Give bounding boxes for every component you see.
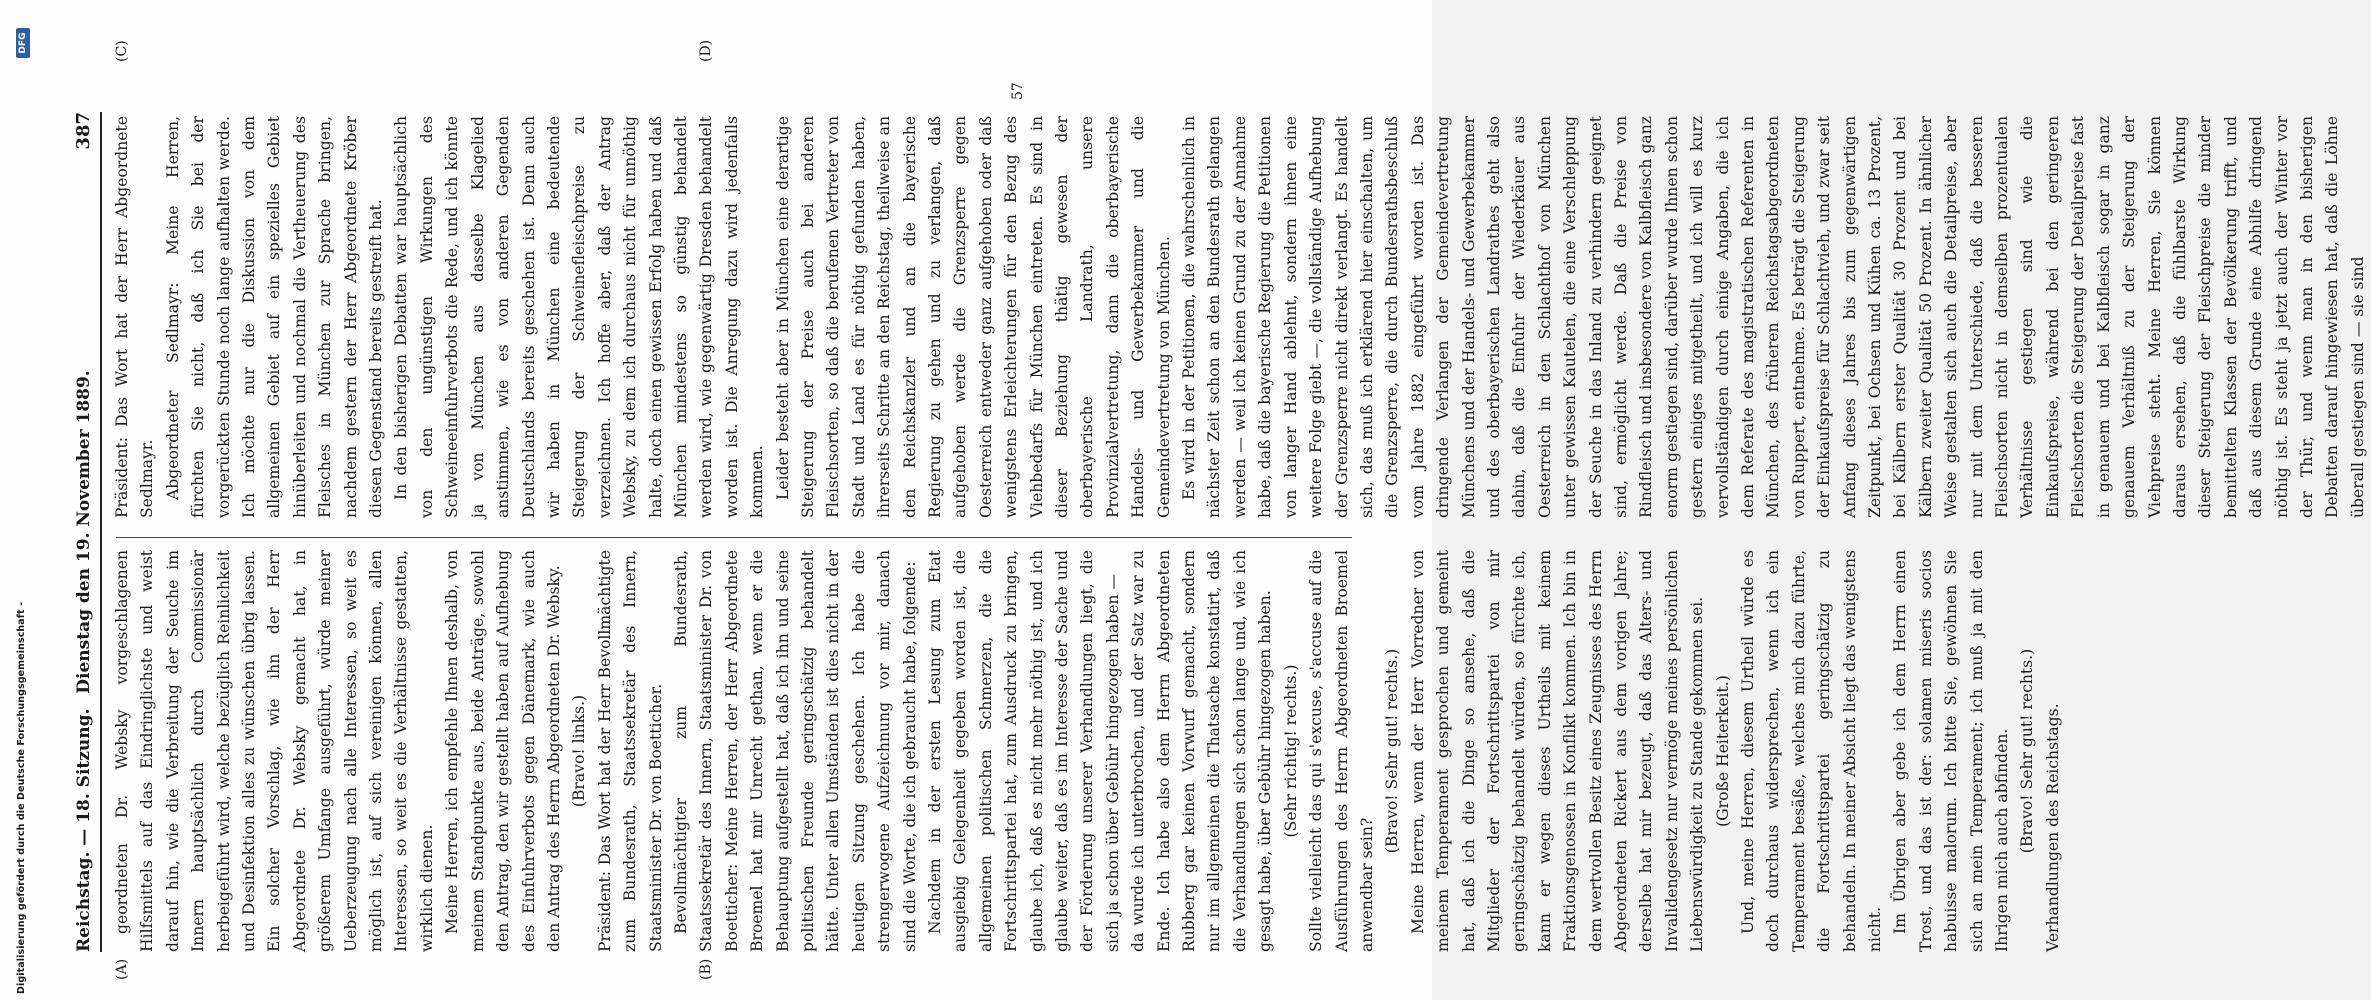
header-rule <box>100 112 102 952</box>
paragraph: geordneten Dr. Websky vorgeschlagenen Hilfsmittels auf das Eindringlichste und weist darauf hin, wie die Verbreitung der Seuche im Innern hauptsächlich durch Commissionär herbeigeführt wird, welche bezüglich Reinlichkeit und Desinfektion alles zu wünschen übrig lassen. Ein solcher Vorschlag, wie ihn der Herr Abgeordnete Dr. Websky gemacht hat, in größerem Umfange ausgeführt, würde meiner Ueberzeugung nach alle Interessen, so weit es möglich ist, auf sich vereinigen können, allen Interessen, so weit es die Verhältnisse gestatten, wirklich dienen. <box>113 550 436 952</box>
paragraph: Und, meine Herren, diesem Urtheil würde es doch durchaus widersprechen, wenn ich ein Temperament besäße, welches mich dazu führte, die Fortschrittspartei geringschätzig zu behandeln. In meiner Absicht liegt das wenigstens nicht. <box>1739 550 1885 952</box>
margin-mark-c: (C) <box>114 40 130 62</box>
right-text-column <box>110 116 2367 518</box>
stage-direction: (Große Heiterkeit.) <box>1713 675 1732 827</box>
margin-mark-b: (B) <box>698 958 714 980</box>
stage-direction: (Sehr richtig! rechts.) <box>1281 664 1300 838</box>
running-header <box>58 112 98 952</box>
dfg-logo: DFG <box>16 28 30 58</box>
paragraph: Abgeordneter Sedlmayr: Meine Herren, fürchten Sie nicht, daß ich Sie bei der vorgerückten Stunde noch lange aufhalten werde. Ich möchte nur die Diskussion von dem allgemeinen Gebiet auf ein spezielles Gebiet hinüberleiten und nochmal die Vertheuerung des Fleisches in München zur Sprache bringen, nachdem gestern der Herr Abgeordnete Kröber diesen Gegenstand bereits gestreift hat. <box>163 116 386 518</box>
stage-direction: (Bravo! Sehr gut! rechts.) <box>2018 648 2037 854</box>
paragraph: Nachdem in der ersten Lesung zum Etat ausgiebig Gelegenheit gegeben worden ist, die allgemeinen politischen Schmerzen, die die Fortschrittspartei hat, zum Ausdruck zu bringen, glaube ich, daß es nicht mehr nöthig ist, und ich glaube weiter, daß es im Interesse der Sache und der Förderung unserer Verhandlungen liegt, die sich ja schon über Gebühr hingezogen haben — <box>926 550 1122 952</box>
paragraph: Im Übrigen aber gebe ich dem Herrn einen Trost, und das ist der: solamen miseris socios habuisse malorum. Ich bitte Sie, gewöhnen Sie sich an mein Temperament; ich muß ja mit den Ihrigen mich auch abfinden. <box>1891 550 2012 952</box>
margin-mark-a: (A) <box>114 958 130 980</box>
left-text-column <box>110 550 2062 952</box>
page-number: 387 <box>73 112 94 150</box>
digitization-credit-text: Digitalisierung gefördert durch die Deutsche Forschungsgemeinschaft - <box>16 601 27 994</box>
column-divider <box>116 537 1352 538</box>
page-signature: Verhandlungen des Reichstags. <box>2043 703 2062 952</box>
paragraph: Meine Herren, wenn der Herr Vorredner von meinem Temperament gesprochen und gemeint hat, daß ich die Dinge so ansehe, daß die Mitglieder der Fortschrittspartei von mir geringschätzig behandelt würden, so fürchte ich, kann er wegen dieses Urtheils mit keinem Fraktionsgenossen in Konflikt kommen. Ich bin in dem wertvollen Besitz eines Zeugnisses des Herrn Abgeordneten Rickert aus dem vorigen Jahre; derselbe hat mir bezeugt, daß das Alters- und Invalidengesetz nur vermöge meines persönlichen Liebenswürdigkeit zu Stande gekommen sei. <box>1408 550 1707 952</box>
stage-direction: (Bravo! Sehr gut! rechts.) <box>1383 648 1402 854</box>
paragraph: Bevollmächtigter zum Bundesrath, Staatssekretär des Innern, Staatsminister Dr. von Boetticher: Meine Herren, der Herr Abgeordnete Broemel hat mir Unrecht gethan, wenn er die Behauptung aufgestellt hat, daß ich ihn und seine politischen Freunde geringschätzig behandelt hätte. Unter allen Umständen ist dies nicht in der heutigen Sitzung geschehen. Ich habe die strengerwogene Aufzeichnung vor mir, danach sind die Worte, die ich gebraucht habe, folgende: <box>671 550 919 952</box>
paragraph: Präsident: Das Wort hat der Herr Abgeordnete Sedlmayr. <box>113 116 157 518</box>
paragraph: Präsident: Das Wort hat der Herr Bevollmächtigte zum Bundesrath, Staatssekretär des Innern, Staatsminister Dr. von Boetticher. <box>595 550 665 952</box>
header-date: Dienstag den 19. November 1889. <box>74 370 94 694</box>
paragraph: Es wird in der Petitionen, die wahrscheinlich in nächster Zeit schon an den Bundesrath gelangen werden — weil ich keinen Grund zu der Annahme habe, daß die bayerische Regierung die Petitionen von langer Hand ablehnt, sondern ihnen eine weitere Folge giebt —, die vollständige Aufhebung der Grenzsperre nicht direkt verlangt. Es handelt sich, das muß ich erklärend hier einschalten, um die Grenzsperre, die durch Bundesrathsbeschluß vom Jahre 1882 eingeführt worden ist. Das dringende Verlangen der Gemeindevertretung Münchens und der Handels- und Gewerbekammer und des oberbayerischen Landrathes geht also dahin, daß die Einfuhr der Wiederkäuer aus Oesterreich in den Schlachthof von München unter gewissen Kautelen, die eine Verschleppung der Seuche in das Inland zu verhindern geeignet sind, ermöglicht werde. Daß die Preise von Rindfleisch und insbesondere von Kalbfleisch ganz enorm gestiegen sind, darüber wurde Ihnen schon gestern einiges mitgetheilt, und ich will es kurz vervollständigen durch einige Angaben, die ich dem Referate des magistratischen Referenten in München, des früheren Reichstagsabgeordneten von Ruppert, entnehme. Es beträgt die Steigerung der Einkaufspreise für Schlachtvieh, und zwar seit Anfang dieses Jahres bis zum gegenwärtigen Zeitpunkt, bei Ochsen und Kühen ca. 13 Prozent, bei Kälbern erster Qualität 30 Prozent und bei Kälbern zweiter Qualität 50 Prozent. In ähnlicher Weise gestalten sich auch die Detailpreise, aber nur mit dem Unterschiede, daß die besseren Fleischsorten nicht in demselben prozentualen Verhältnisse gestiegen sind wie die Einkaufspreise, während bei den geringeren Fleischsorten die Steigerung der Detailpreise fast in genauem und bei Kalbfleisch sogar in ganz genauem Verhältniß zu der Steigerung der Viehpreise steht. Meine Herren, Sie können daraus ersehen, daß die fühlbarste Wirkung dieser Steigerung der Fleischpreise die minder bemittelten Klassen der Bevölkerung trifft, und daß aus diesem Grunde eine Abhilfe dringend nöthig ist. Es steht ja jetzt auch der Winter vor der Thür, und wenn man in den bisherigen Debatten darauf hingewiesen hat, daß die Löhne überall gestiegen sind — sie sind <box>1180 116 2367 518</box>
paragraph: Sollte vielleicht das qui s'excuse, s'accuse auf die Ausführungen des Herrn Abgeordneten Broemel anwendbar sein? <box>1307 550 1376 952</box>
digitization-credit <box>16 12 27 994</box>
stage-direction: (Bravo! links.) <box>570 694 589 808</box>
paragraph: In den bisherigen Debatten war hauptsächlich von den ungünstigen Wirkungen des Schweineeinfuhrverbots die Rede, und ich könnte ja von München aus dasselbe Klagelied anstimmen, wie es von anderen Gegenden Deutschlands bereits geschehen ist. Denn auch wir haben in München eine bedeutende Steigerung der Schweinefleischpreise zu verzeichnen. Ich hoffe aber, daß der Antrag Websky, zu dem ich durchaus nicht für unnöthig halte, doch einen gewissen Erfolg haben und daß München mindestens so günstig behandelt werden wird, wie gegenwärtig Dresden behandelt worden ist. Die Anregung dazu wird jedenfalls kommen. <box>392 116 767 518</box>
header-left: Reichstag. — 18. Sitzung. <box>74 708 94 952</box>
paragraph: Leider besteht aber in München eine derartige Steigerung der Preise auch bei anderen Fleischsorten, so daß die berufenen Vertreter von Stadt und Land es für nöthig gefunden haben, ihrerseits Schritte an den Reichstag, theilweise an den Reichskanzler und an die bayerische Regierung zu gehen und zu verlangen, daß aufgehoben werde die Grenzsperre gegen Oesterreich entweder ganz aufgehoben oder daß wenigstens Erleichterungen für den Bezug des Viehbedarfs für München eintreten. Es sind in dieser Beziehung thätig gewesen der oberbayerische Landrath, unsere Provinzialvertretung, dann die oberbayerische Handels- und Gewerbekammer und die Gemeindevertretung von München. <box>773 116 1173 518</box>
signature-mark: 57 <box>1010 82 1026 100</box>
paragraph: Meine Herren, ich empfehle Ihnen deshalb, von meinem Standpunkte aus, beide Anträge, sowohl den Antrag, den wir gestellt haben auf Aufhebung des Einfuhrverbots gegen Dänemark, wie auch den Antrag des Herrn Abgeordneten Dr. Websky. <box>443 550 563 952</box>
paragraph: da wurde ich unterbrochen, und der Satz war zu Ende. Ich habe also dem Herrn Abgeordneten Rubberg gar keinen Vorwurf gemacht, sondern nur im allgemeinen die Thatsache konstatirt, daß die Verhandlungen sich schon lange und, wie ich gesagt habe, über Gebühr hingezogen haben. <box>1129 550 1275 952</box>
margin-mark-d: (D) <box>698 39 714 62</box>
